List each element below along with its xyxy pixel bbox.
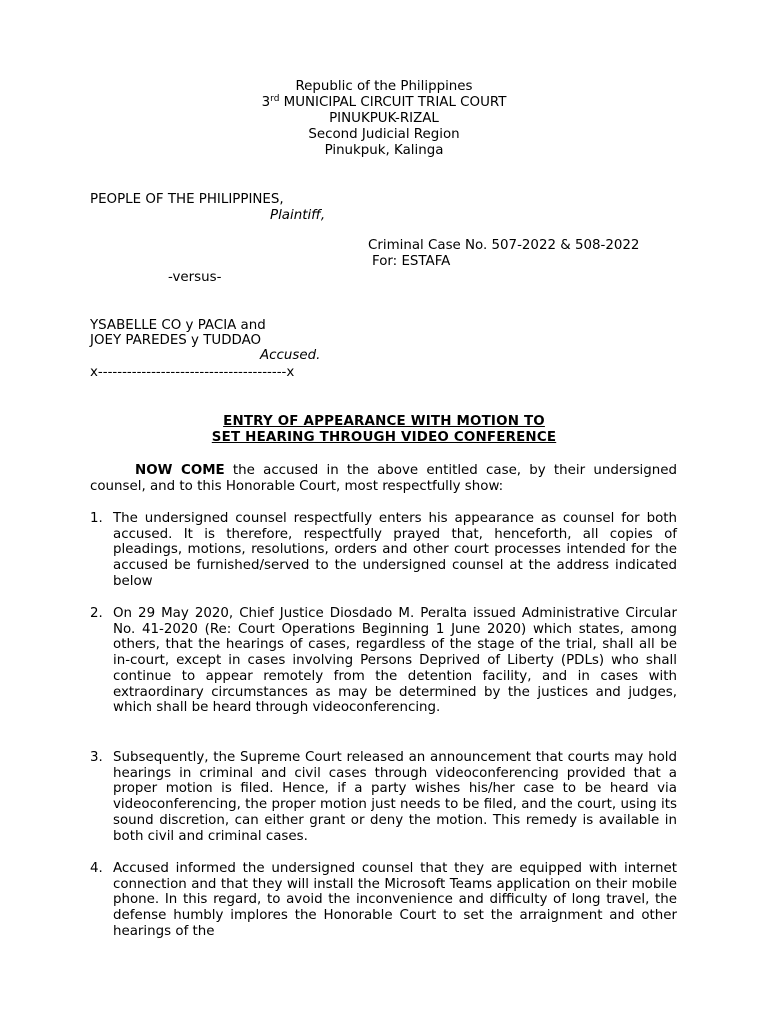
intro-paragraph [90,463,677,494]
list-item-number: 3. [90,750,103,765]
accused-name-1: YSABELLE CO y PACIA and [90,318,266,333]
header-court-location: PINUKPUK-RIZAL [329,111,439,126]
case-offense: For: ESTAFA [372,254,451,269]
list-item-number: 2. [90,606,103,621]
header-region: Second Judicial Region [308,127,460,142]
list-item [90,861,677,940]
list-item-text: The undersigned counsel respectfully enters his appearance as counsel for both accused. It is therefore, respectfully prayed that, henceforth, all copies of pleadings, motions, resolutions, orders and other court processes intended for the accused be furnished/served to the undersigned counsel at the address indicated below [113,511,677,589]
versus-label: -versus- [168,270,222,285]
plaintiff-role: Plaintiff, [270,208,326,223]
intro-text: the accused in the above entitled case, by their undersigned counsel, and to this Honorable Court, most respectfully show: [90,463,677,494]
accused-name-2: JOEY PAREDES y TUDDAO [90,333,262,348]
court-header [0,79,768,159]
plaintiff-name: PEOPLE OF THE PHILIPPINES, [90,192,284,207]
list-item [90,511,677,590]
header-court-title: MUNICIPAL CIRCUIT TRIAL COURT [279,95,507,110]
document-title [0,414,768,446]
list-item-text: On 29 May 2020, Chief Justice Diosdado M. Peralta issued Administrative Circular No. 41-2020 (Re: Court Operations Beginning 1 June 2020) which states, among others, that the hearings of cases, regardless of the stage of the trial, shall all be in-court, except in cases involving Persons Deprived of Liberty (PDLs) who shall continue to appear remotely from the detention facility, and in cases with extraordinary circumstances as may be determined by the justices and judges, which shall be heard through videoconferencing. [113,606,677,716]
list-item-text: Accused informed the undersigned counsel that they are equipped with internet connection and that they will install the Microsoft Teams application on their mobile phone. In this regard, to avoid the inconvenience and difficulty of long travel, the defense humbly implores the Honorable Court to set the arraignment and other hearings of the [113,861,677,939]
list-item-number: 1. [90,511,103,526]
title-line-1: ENTRY OF APPEARANCE WITH MOTION TO [223,414,545,429]
header-court-ordinal: 3 [261,95,271,110]
list-item [90,750,677,844]
accused-role: Accused. [260,348,321,363]
list-item-text: Subsequently, the Supreme Court released an announcement that courts may hold hearings in criminal and civil cases through videoconferencing provided that a proper motion is filed. Hence, if a party wishes his/her case to be heard via videoconferencing, the proper motion just needs to be filed, and the court, using its sound discretion, can either grant or deny the motion. This remedy is available in both civil and criminal cases. [113,750,677,844]
intro-lead: NOW COME [135,463,225,478]
list-item-number: 4. [90,861,103,876]
header-court-name [0,95,768,111]
case-number: Criminal Case No. 507-2022 & 508-2022 [368,238,640,253]
header-republic: Republic of the Philippines [295,79,473,94]
caption-separator: x---------------------------------------x [90,365,295,380]
header-court-ordinal-suffix: rd [270,94,280,104]
header-place: Pinukpuk, Kalinga [324,143,444,158]
title-line-2: SET HEARING THROUGH VIDEO CONFERENCE [211,430,557,445]
list-item [90,606,677,716]
